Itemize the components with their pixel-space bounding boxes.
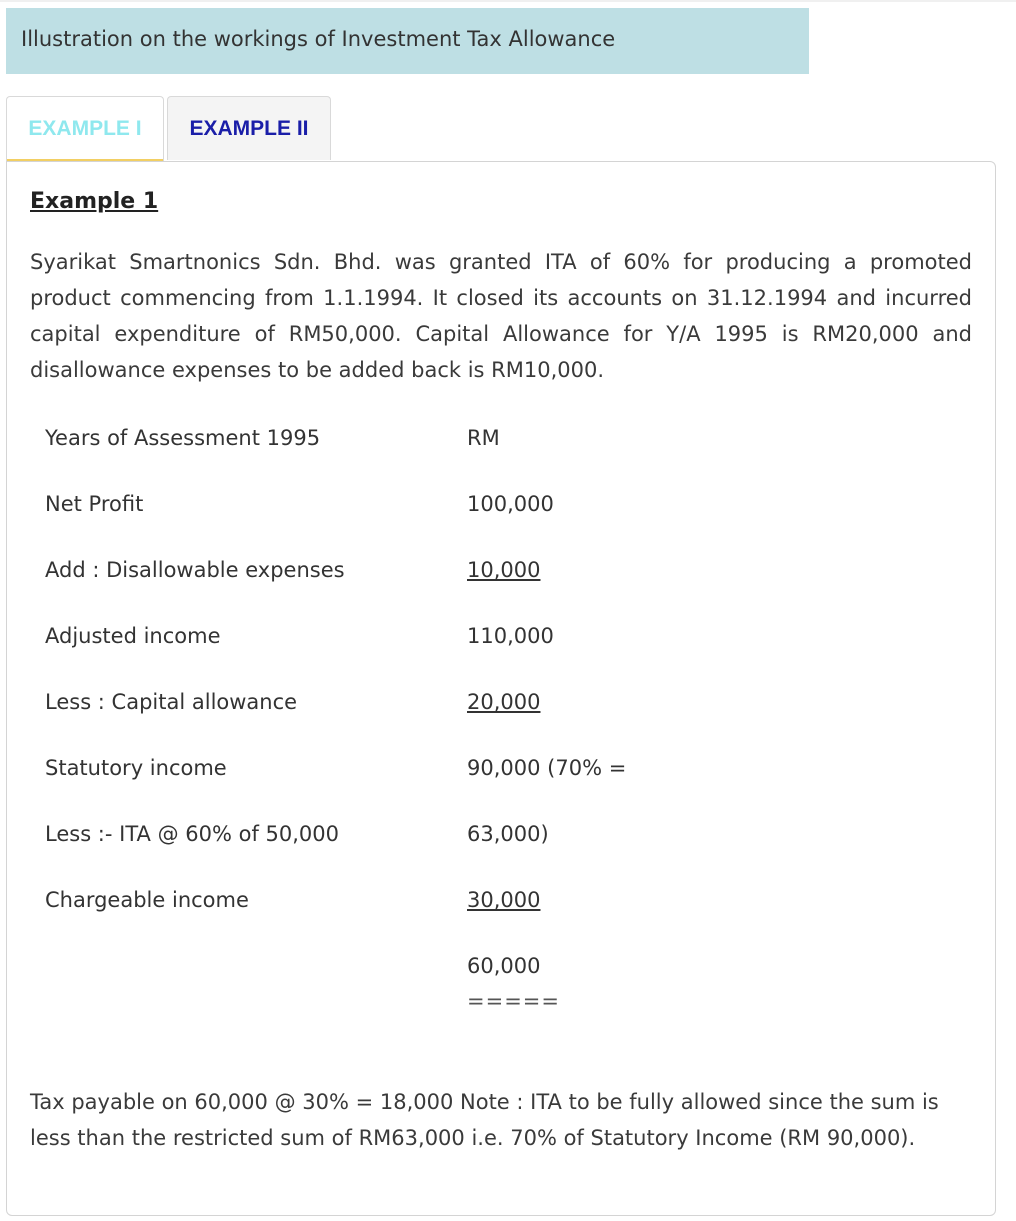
calc-label: Adjusted income xyxy=(45,624,221,648)
double-underline: ===== xyxy=(467,989,560,1013)
calc-row-adjusted-income xyxy=(45,624,945,660)
example-intro-paragraph: Syarikat Smartnonics Sdn. Bhd. was granted ITA of 60% for producing a promoted product commencing from 1.1.1994. It closed its accounts on 31.12.1994 and incurred capital expenditure of RM50,000. Capital Allowance for Y/A 1995 is RM20,000 and disallowance expenses to be added back is RM10,000. xyxy=(30,250,972,382)
tab-example-i-label: EXAMPLE I xyxy=(28,117,142,140)
top-divider xyxy=(0,0,1016,2)
calc-label: Less : Capital allowance xyxy=(45,690,298,714)
calc-row-disallowable xyxy=(45,558,945,594)
calc-value: 63,000) xyxy=(467,822,549,846)
calc-label: Add : Disallowable expenses xyxy=(45,558,345,582)
calc-value: 20,000 xyxy=(467,690,541,714)
calc-value: 100,000 xyxy=(467,492,554,516)
tab-example-ii[interactable] xyxy=(167,96,331,160)
calc-value: 60,000 xyxy=(467,954,541,978)
calc-value: 110,000 xyxy=(467,624,554,648)
calc-label: Less :- ITA @ 60% of 50,000 xyxy=(45,822,339,846)
calc-label: Statutory income xyxy=(45,756,227,780)
calc-row-capital-allowance xyxy=(45,690,945,726)
tab-panel-example-i xyxy=(6,161,996,1216)
page-title-banner xyxy=(6,8,809,74)
calc-value: 90,000 (70% = xyxy=(467,756,627,780)
tax-payable-note: Tax payable on 60,000 @ 30% = 18,000 Note : ITA to be fully allowed since the sum is less than the restricted sum of RM63,000 i.e. 70% of Statutory Income (RM 90,000). xyxy=(30,1090,939,1150)
example-heading: Example 1 xyxy=(30,189,159,214)
calc-row-net-profit xyxy=(45,492,945,528)
tab-example-ii-label: EXAMPLE II xyxy=(189,117,309,140)
calc-row-statutory-income xyxy=(45,756,945,792)
calc-row-year xyxy=(45,426,945,462)
calc-value: RM xyxy=(467,426,500,450)
calc-row-ita xyxy=(45,822,945,858)
tab-example-i[interactable] xyxy=(6,96,164,162)
page-title: Illustration on the workings of Investment Tax Allowance xyxy=(21,27,616,51)
calc-value: 10,000 xyxy=(467,558,541,582)
calc-row-total xyxy=(45,954,945,990)
calc-label: Net Profit xyxy=(45,492,144,516)
calc-label: Chargeable income xyxy=(45,888,249,912)
calc-value: 30,000 xyxy=(467,888,541,912)
calc-row-chargeable-income xyxy=(45,888,945,924)
calc-label: Years of Assessment 1995 xyxy=(45,426,321,450)
